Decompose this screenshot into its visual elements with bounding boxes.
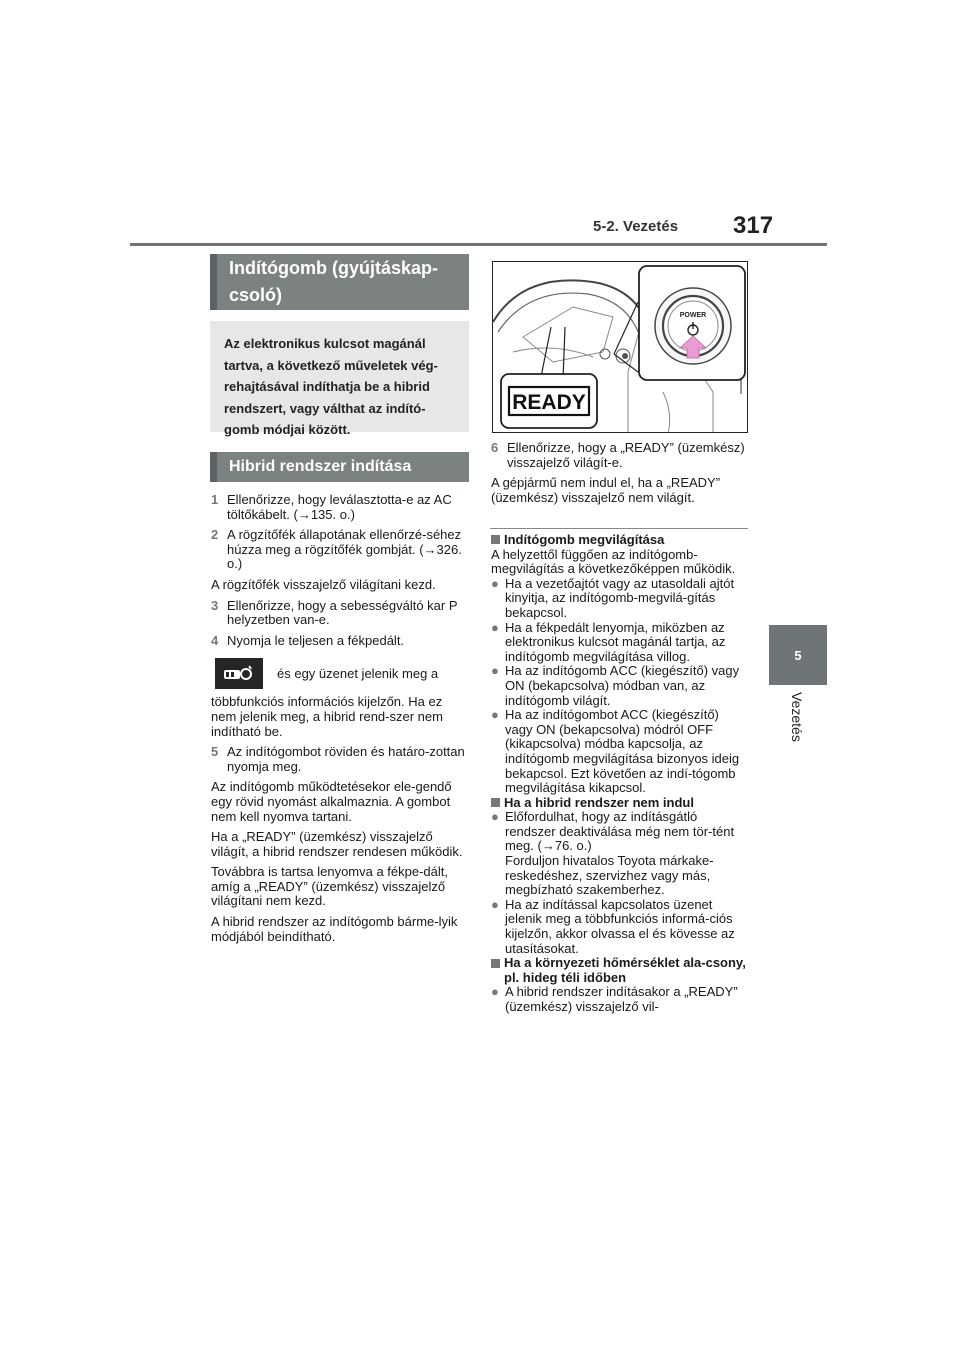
bullet-item bbox=[491, 664, 749, 708]
bullet-text: Ha a fékpedált lenyomja, miközben az elektronikus kulcsot magánál tartja, az indítógomb megvilágítása villog. bbox=[505, 619, 726, 664]
circle-bullet-icon: ● bbox=[491, 809, 499, 825]
power-button-illustration bbox=[492, 261, 748, 433]
chapter-label: Vezetés bbox=[789, 692, 805, 742]
step-number: 2 bbox=[211, 527, 219, 543]
step-6 bbox=[491, 441, 749, 470]
power-label: POWER bbox=[679, 312, 707, 319]
step-number: 5 bbox=[211, 744, 219, 760]
circle-bullet-icon: ● bbox=[491, 984, 499, 1000]
bullet-text: Előfordulhat, hogy az indításgátló rendszer deaktiválása még nem tör-tént meg. (→76. o.) bbox=[505, 809, 735, 854]
note-heading bbox=[491, 956, 749, 985]
notes-rule bbox=[490, 528, 748, 529]
intro-line: tartva, a következő műveletek vég- bbox=[224, 357, 438, 373]
step-text: A rögzítőfék állapotának ellenőrzé-séhez húzza meg a rögzítőfék gombját. (→326. o.) bbox=[227, 527, 462, 572]
step-number: 6 bbox=[491, 440, 499, 455]
chapter-tab bbox=[769, 625, 827, 685]
brake-key-indicator-icon bbox=[215, 658, 263, 689]
square-bullet-icon bbox=[491, 798, 500, 807]
subsection-heading: Hibrid rendszer indítása bbox=[210, 452, 469, 482]
intro-box bbox=[210, 321, 469, 437]
step-text: Nyomja le teljesen a fékpedált. bbox=[227, 632, 405, 648]
note-heading-text: Indítógomb megvilágítása bbox=[504, 532, 665, 547]
step-3 bbox=[211, 599, 469, 628]
paragraph: A gépjármű nem indul el, ha a „READY” (üzemkész) visszajelző nem világít. bbox=[491, 475, 721, 505]
bullet-item bbox=[491, 708, 749, 796]
indicator-row bbox=[211, 658, 469, 689]
right-column-top bbox=[491, 441, 749, 511]
indicator-text: és egy üzenet jelenik meg a bbox=[277, 665, 439, 681]
bullet-item bbox=[491, 810, 749, 898]
intro-line: Az elektronikus kulcsot magánál bbox=[224, 336, 426, 351]
bullet-item bbox=[491, 985, 749, 1014]
step-number: 4 bbox=[211, 632, 219, 648]
paragraph: A helyzettől függően az indítógomb-megvilágítás a következőképpen működik. bbox=[491, 546, 736, 577]
page-number: 317 bbox=[733, 212, 774, 239]
dashboard-drawing bbox=[493, 262, 748, 433]
bullet-text: Ha az indítással kapcsolatos üzenet jelenik meg a többfunkciós informá-ciós kijelzőn, akkor olvassa el és kövesse az utasításokat. bbox=[505, 896, 735, 956]
bullet-item bbox=[491, 898, 749, 956]
square-bullet-icon bbox=[491, 535, 500, 544]
note-heading bbox=[491, 533, 749, 548]
bullet-text: Ha az indítógombot ACC (kiegészítő) vagy ON (bekapcsolva) módról OFF (kikapcsolva) módba kapcsolja, az indítógomb megvilágítása bizonyos ideig bekapcsol. Ezt követően az indí-tógomb megvilágítása kikapcsol. bbox=[505, 707, 740, 796]
paragraph: Továbbra is tartsa lenyomva a fékpe-dált, amíg a „READY” (üzemkész) visszajelző világítani nem kezd. bbox=[211, 864, 449, 909]
bullet-text: Ha a vezetőajtót vagy az utasoldali ajtót kinyitja, az indítógomb-megvilá-gítás bekapcsol. bbox=[505, 575, 735, 620]
intro-line: rendszert, vagy válthat az indító- bbox=[224, 400, 426, 416]
paragraph: Az indítógomb működtetésekor ele-gendő egy rövid nyomást alkalmaznia. A gombot nem kell nyomva tartani. bbox=[211, 779, 452, 824]
section-title: 5-2. Vezetés bbox=[593, 218, 679, 235]
step-text: Az indítógombot röviden és határo-zottan nyomja meg. bbox=[227, 744, 465, 774]
chapter-label-wrap bbox=[781, 692, 815, 762]
section-heading: Indítógomb (gyújtáskap- csoló) bbox=[210, 254, 469, 310]
step-text: Ellenőrizze, hogy a „READY” (üzemkész) visszajelző világít-e. bbox=[507, 440, 745, 470]
intro-line: gomb módjai között. bbox=[224, 422, 351, 437]
step-4 bbox=[211, 634, 469, 649]
bullet-text: A hibrid rendszer indításakor a „READY” (üzemkész) visszajelző vil- bbox=[505, 984, 738, 1014]
paragraph: többfunkciós információs kijelzőn. Ha ez nem jelenik meg, a hibrid rend-szer nem indítható be. bbox=[211, 694, 443, 739]
bullet-text: Forduljon hivatalos Toyota márkake-reskedéshez, szervizhez vagy más, megbízható szakemberhez. bbox=[505, 853, 714, 898]
note-heading bbox=[491, 796, 749, 811]
step-1 bbox=[211, 493, 469, 522]
bullet-text: Ha az indítógomb ACC (kiegészítő) vagy ON (bekapcsolva) módban van, az indítógomb világít. bbox=[505, 663, 740, 708]
step-text: Ellenőrizze, hogy leválasztotta-e az AC töltőkábelt. (→135. o.) bbox=[227, 492, 452, 522]
square-bullet-icon bbox=[491, 959, 500, 968]
bullet-item bbox=[491, 621, 749, 665]
intro-line: rehajtásával indíthatja be a hibrid bbox=[224, 379, 430, 394]
step-2 bbox=[211, 528, 469, 572]
header-rule bbox=[130, 243, 827, 246]
step-text: Ellenőrizze, hogy a sebességváltó kar P helyzetben van-e. bbox=[227, 597, 458, 628]
paragraph: Ha a „READY” (üzemkész) visszajelző világít, a hibrid rendszer rendesen működik. bbox=[211, 829, 463, 859]
ready-label: READY bbox=[512, 391, 586, 414]
step-number: 3 bbox=[211, 597, 219, 613]
circle-bullet-icon: ● bbox=[491, 896, 499, 912]
circle-bullet-icon: ● bbox=[491, 575, 499, 591]
note-heading-text: Ha a környezeti hőmérséklet ala-csony, pl. hideg téli időben bbox=[504, 955, 746, 985]
right-column-notes bbox=[491, 533, 749, 1015]
paragraph: A hibrid rendszer az indítógomb bárme-lyik módjából beindítható. bbox=[211, 914, 458, 944]
paragraph: A rögzítőfék visszajelző világítani kezd. bbox=[211, 576, 436, 592]
note-heading-text: Ha a hibrid rendszer nem indul bbox=[504, 794, 694, 810]
circle-bullet-icon: ● bbox=[491, 663, 499, 679]
left-column bbox=[211, 493, 469, 950]
bullet-item bbox=[491, 577, 749, 621]
chapter-number: 5 bbox=[794, 647, 802, 663]
step-number: 1 bbox=[211, 492, 219, 507]
circle-bullet-icon: ● bbox=[491, 619, 499, 635]
circle-bullet-icon: ● bbox=[491, 707, 499, 723]
step-5 bbox=[211, 745, 469, 774]
